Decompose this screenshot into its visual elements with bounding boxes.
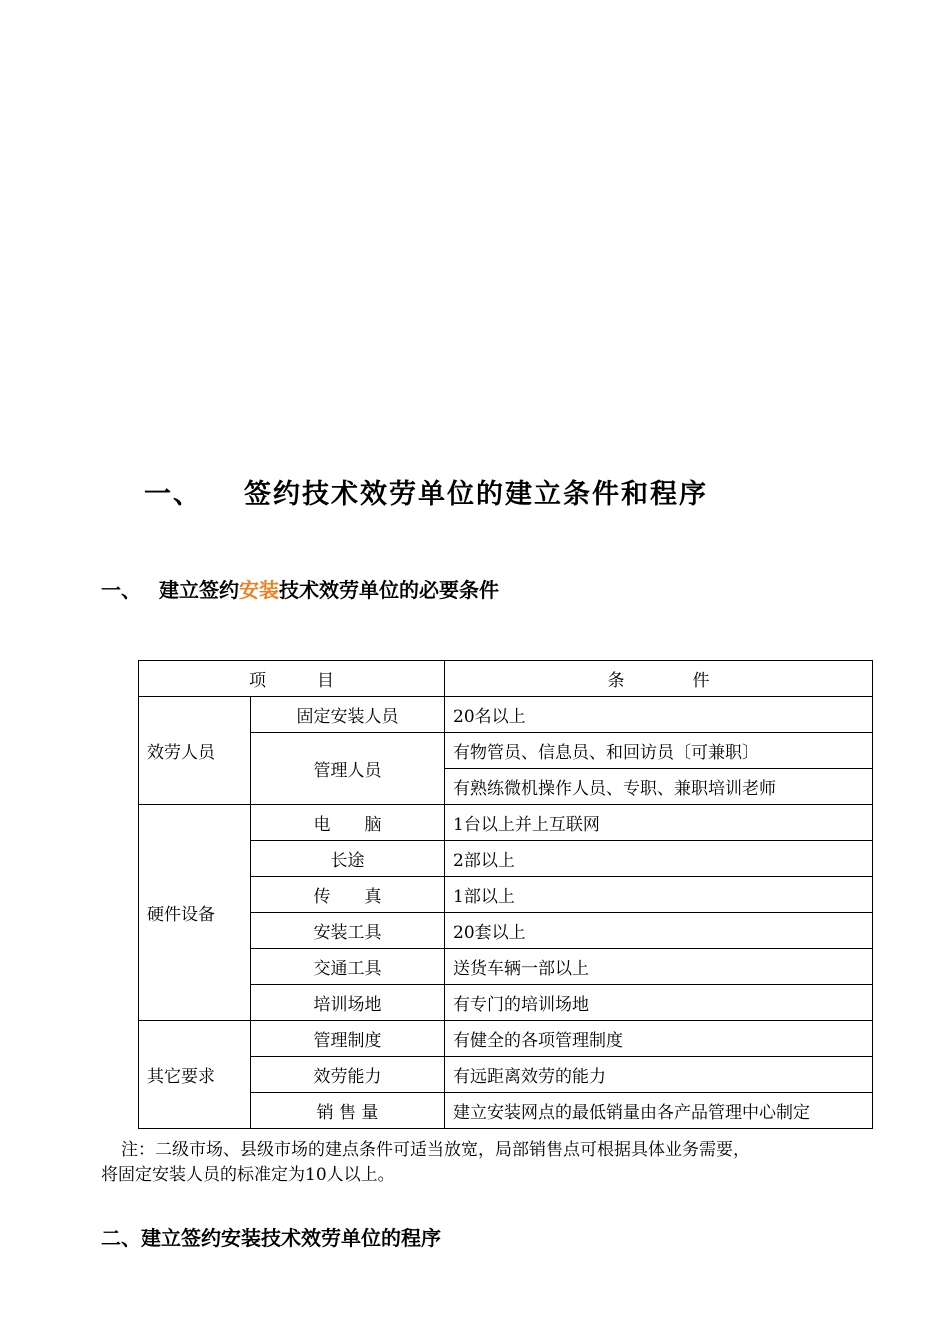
table-row xyxy=(139,697,873,733)
item-cell: 固定安装人员 xyxy=(251,697,445,733)
section-heading-1 xyxy=(101,574,499,603)
condition-cell: 有物管员、信息员、和回访员〔可兼职〕 xyxy=(445,733,873,769)
item-cell: 传 真 xyxy=(251,877,445,913)
group-label-other: 其它要求 xyxy=(139,1021,251,1129)
item-cell: 销 售 量 xyxy=(251,1093,445,1129)
table-header-row xyxy=(139,661,873,697)
group-label-staff: 效劳人员 xyxy=(139,697,251,805)
item-cell: 管理人员 xyxy=(251,733,445,805)
header-item: 项 目 xyxy=(139,661,445,697)
condition-cell: 有远距离效劳的能力 xyxy=(445,1057,873,1093)
note-line-2: 将固定安装人员的标准定为10人以上。 xyxy=(101,1165,395,1185)
document-title xyxy=(144,472,864,511)
section-1-highlight: 安装 xyxy=(239,578,279,602)
item-cell: 交通工具 xyxy=(251,949,445,985)
condition-cell: 有熟练微机操作人员、专职、兼职培训老师 xyxy=(445,769,873,805)
title-number: 一、 xyxy=(144,479,202,510)
condition-cell: 1台以上并上互联网 xyxy=(445,805,873,841)
table-row xyxy=(139,1021,873,1057)
item-cell: 电 脑 xyxy=(251,805,445,841)
group-label-hardware: 硬件设备 xyxy=(139,805,251,1021)
item-cell: 培训场地 xyxy=(251,985,445,1021)
condition-cell: 2部以上 xyxy=(445,841,873,877)
condition-cell: 1部以上 xyxy=(445,877,873,913)
condition-cell: 20名以上 xyxy=(445,697,873,733)
section-1-number: 一、 xyxy=(101,578,141,602)
condition-cell: 有专门的培训场地 xyxy=(445,985,873,1021)
condition-cell: 有健全的各项管理制度 xyxy=(445,1021,873,1057)
condition-cell: 送货车辆一部以上 xyxy=(445,949,873,985)
header-condition: 条 件 xyxy=(445,661,873,697)
section-heading-2: 二、建立签约安装技术效劳单位的程序 xyxy=(101,1226,441,1250)
condition-cell: 20套以上 xyxy=(445,913,873,949)
section-1-text-post: 技术效劳单位的必要条件 xyxy=(279,578,499,602)
table-row xyxy=(139,805,873,841)
condition-cell: 建立安装网点的最低销量由各产品管理中心制定 xyxy=(445,1093,873,1129)
item-cell: 安装工具 xyxy=(251,913,445,949)
note-line-1: 注：二级市场、县级市场的建点条件可适当放宽，局部销售点可根据具体业务需要， xyxy=(121,1140,750,1160)
item-cell: 长途 xyxy=(251,841,445,877)
table-note xyxy=(101,1138,871,1188)
section-1-text-pre: 建立签约 xyxy=(159,578,239,602)
item-cell: 效劳能力 xyxy=(251,1057,445,1093)
title-text: 签约技术效劳单位的建立条件和程序 xyxy=(244,479,708,510)
item-cell: 管理制度 xyxy=(251,1021,445,1057)
conditions-table xyxy=(138,660,873,1129)
